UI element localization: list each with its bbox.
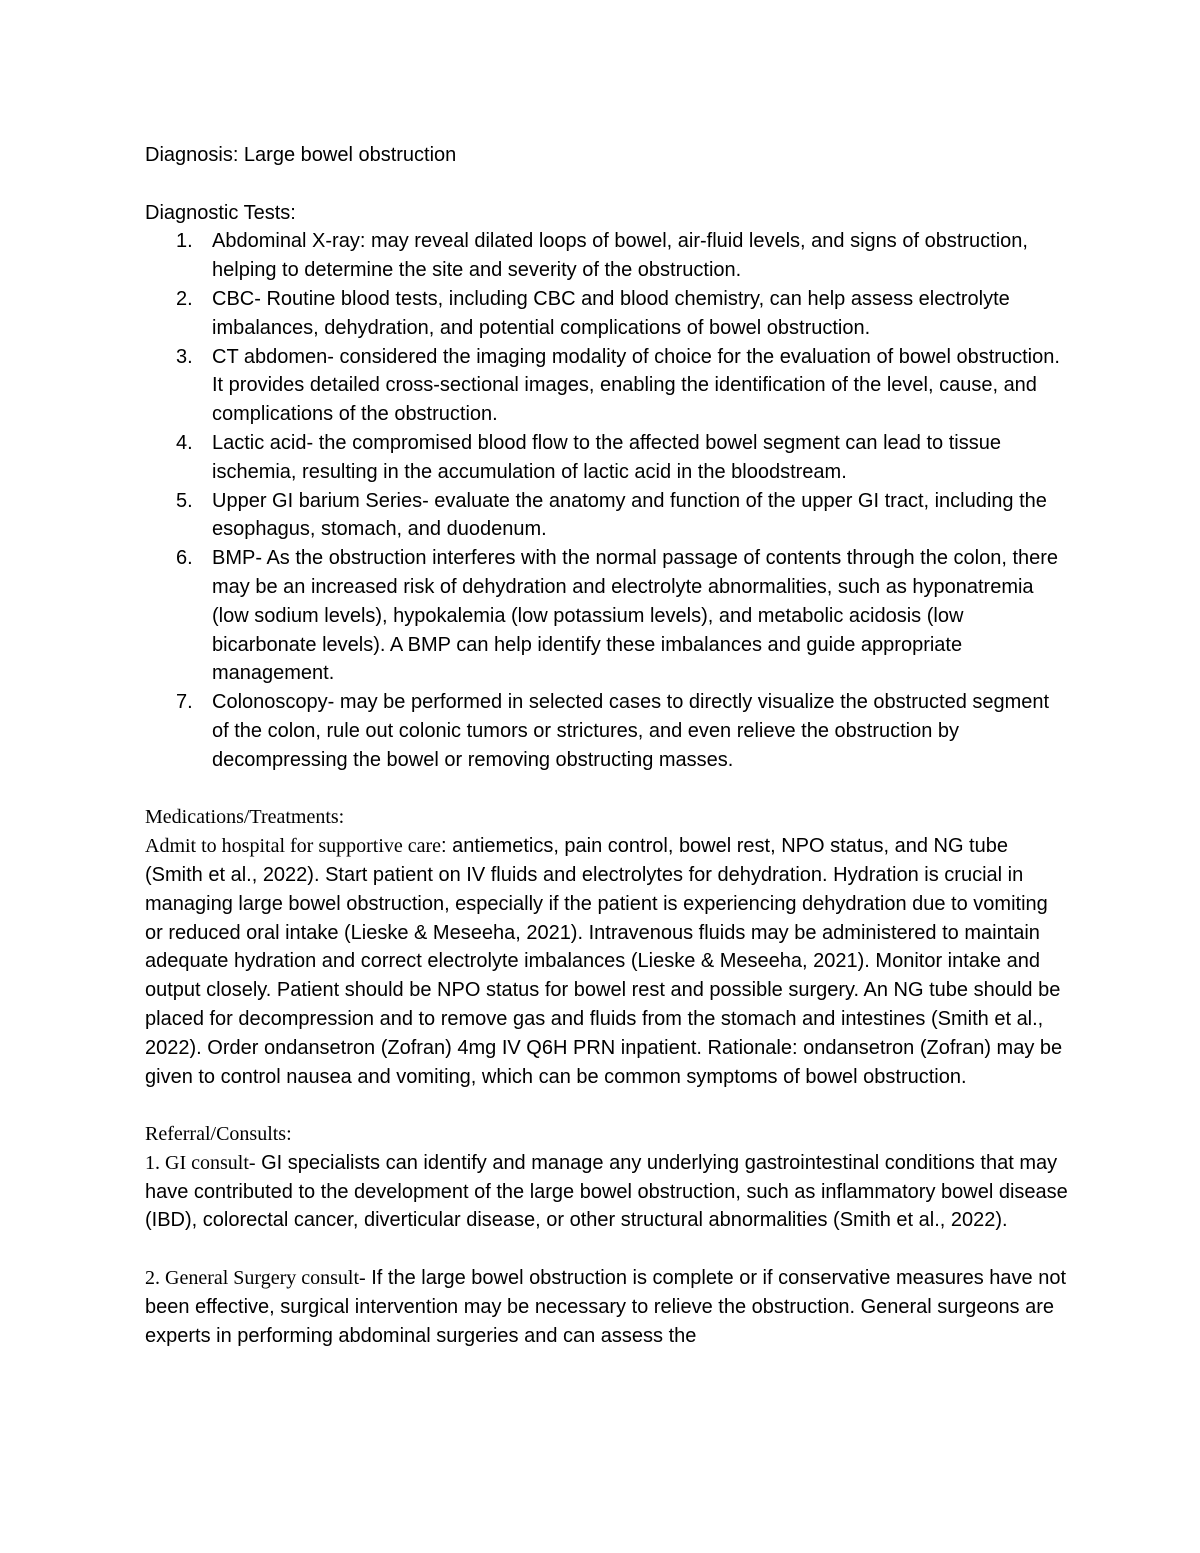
list-item: [145, 688, 1070, 774]
list-item: [145, 227, 1070, 285]
medications-heading: Medications/Treatments:: [145, 806, 345, 829]
list-item-number: 6.: [176, 547, 193, 570]
referral-lead: 2. General Surgery consult-: [145, 1267, 366, 1290]
diagnostic-tests-heading: Diagnostic Tests:: [145, 201, 296, 224]
list-item-number: 4.: [176, 431, 193, 454]
list-item: [145, 429, 1070, 487]
referral-paragraph: [145, 1149, 1070, 1235]
list-item-number: 2.: [176, 287, 193, 310]
medications-lead: Admit to hospital for supportive care: [145, 835, 442, 858]
list-item: [145, 487, 1070, 545]
list-item-text: Colonoscopy- may be performed in selected cases to directly visualize the obstructed segment of the colon, rule out colonic tumors or strictures, and even relieve the obstruction by decompressing the bowel or removing obstructing masses.: [212, 691, 1050, 771]
referral-body: GI specialists can identify and manage any underlying gastrointestinal conditions that may have contributed to the development of the large bowel obstruction, such as inflammatory bowel disease (IBD), colorectal cancer, diverticular disease, or other structural abnormalities (Smith et al., 2022).: [145, 1151, 1068, 1232]
list-item-number: 5.: [176, 489, 193, 512]
spacer: [145, 1235, 1070, 1264]
referral-paragraph: [145, 1264, 1070, 1350]
referral-lead: 1. GI consult-: [145, 1151, 256, 1174]
list-item-text: Abdominal X-ray: may reveal dilated loops of bowel, air-fluid levels, and signs of obstruction, helping to determine the site and severity of the obstruction.: [212, 230, 1028, 282]
spacer: [145, 775, 1070, 804]
list-item: [145, 285, 1070, 343]
list-item-number: 7.: [176, 691, 193, 714]
list-item: [145, 343, 1070, 429]
document-page: [145, 141, 1070, 1350]
referral-body: If the large bowel obstruction is complete or if conservative measures have not been effective, surgical intervention may be necessary to relieve the obstruction. General surgeons are experts in performing abdominal surgeries and can assess the: [145, 1267, 1067, 1347]
list-item-text: Upper GI barium Series- evaluate the anatomy and function of the upper GI tract, including the esophagus, stomach, and duodenum.: [212, 489, 1047, 541]
list-item-text: CBC- Routine blood tests, including CBC and blood chemistry, can help assess electrolyte imbalances, dehydration, and potential complications of bowel obstruction.: [212, 287, 1010, 339]
diagnosis-line: Diagnosis: Large bowel obstruction: [145, 144, 457, 166]
list-item-number: 3.: [176, 345, 193, 368]
referrals-heading: Referral/Consults:: [145, 1123, 292, 1146]
list-item-text: BMP- As the obstruction interferes with the normal passage of contents through the colon, there may be an increased risk of dehydration and electrolyte abnormalities, such as hyponatremia (low sodium levels), hypokalemia (low potassium levels), and metabolic acidosis (low bicarbonate levels). A BMP can help identify these imbalances and guide appropriate management.: [212, 547, 1059, 685]
list-item-text: CT abdomen- considered the imaging modality of choice for the evaluation of bowel obstruction. It provides detailed cross-sectional images, enabling the identification of the level, cause, and complications of the obstruction.: [212, 345, 1060, 426]
medications-body: : antiemetics, pain control, bowel rest, NPO status, and NG tube (Smith et al., 2022). Start patient on IV fluids and electrolytes for dehydration. Hydration is crucial in managing large bowel obstruction, especially if the patient is experiencing dehydration due to vomiting or reduced oral intake (Lieske & Meseeha, 2021). Intravenous fluids may be administered to maintain adequate hydration and correct electrolyte imbalances (Lieske & Meseeha, 2021). Monitor intake and output closely. Patient should be NPO status for bowel rest and possible surgery. An NG tube should be placed for decompression and to remove gas and fluids from the stomach and intestines (Smith et al., 2022). Order ondansetron (Zofran) 4mg IV Q6H PRN inpatient. Rationale: ondansetron (Zofran) may be given to control nausea and vomiting, which can be common symptoms of bowel obstruction.: [145, 835, 1063, 1088]
spacer: [145, 1091, 1070, 1120]
list-item-text: Lactic acid- the compromised blood flow to the affected bowel segment can lead to tissue ischemia, resulting in the accumulation of lactic acid in the bloodstream.: [212, 431, 1001, 483]
diagnostic-tests-list: [145, 227, 1070, 774]
list-item: [145, 544, 1070, 688]
medications-paragraph: [145, 832, 1070, 1091]
list-item-number: 1.: [176, 230, 193, 253]
spacer: [145, 170, 1070, 199]
